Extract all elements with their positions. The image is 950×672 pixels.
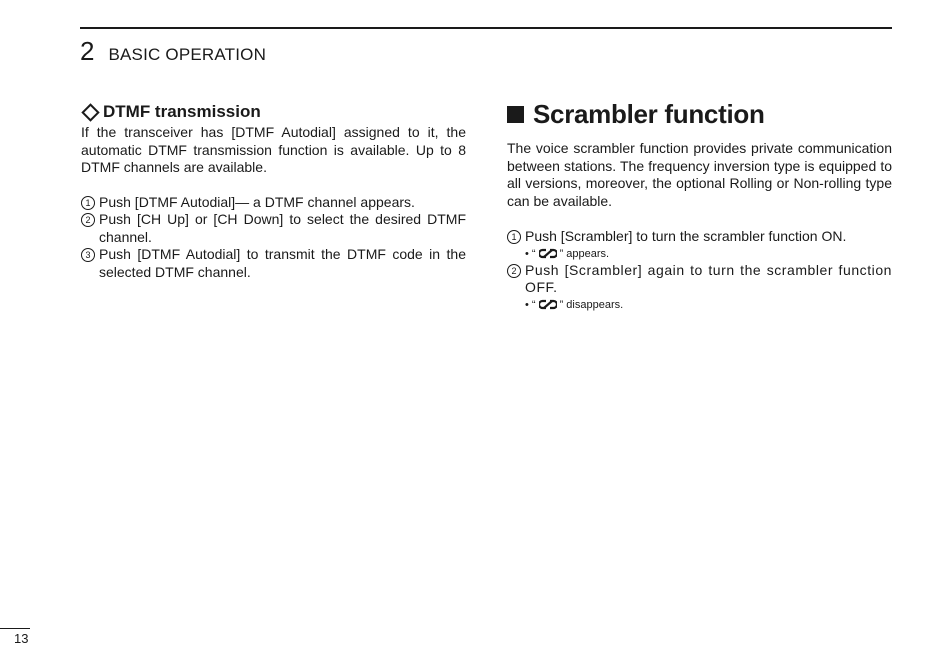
diamond-icon — [81, 103, 99, 121]
scramble-icon — [539, 248, 557, 259]
dtmf-step-1 — [81, 194, 466, 212]
scramble-icon — [539, 299, 557, 310]
dtmf-heading-text: DTMF transmission — [103, 102, 261, 121]
note-prefix: • “ — [525, 247, 536, 260]
scrambler-step-2-note — [525, 297, 892, 313]
note-suffix: ” appears. — [559, 247, 610, 260]
chapter-number: 2 — [80, 36, 95, 66]
step-number-3: 3 — [81, 248, 95, 262]
dtmf-step-3 — [81, 246, 466, 281]
scrambler-step-1-text: Push [Scrambler] to turn the scrambler function ON. — [525, 228, 847, 244]
step-number-2: 2 — [81, 213, 95, 227]
dtmf-step-3-text: Push [DTMF Autodial] to transmit the DTMF code in the selected DTMF channel. — [99, 246, 466, 280]
scrambler-heading-text: Scrambler function — [533, 99, 765, 129]
dtmf-heading — [81, 101, 466, 123]
scrambler-step-2-text: Push [Scrambler] again to turn the scrambler function OFF. — [525, 261, 892, 295]
step-number-2: 2 — [507, 264, 521, 278]
header-rule — [80, 27, 892, 29]
scrambler-section — [507, 96, 892, 313]
dtmf-step-2-text: Push [CH Up] or [CH Down] to select the desired DTMF channel. — [99, 211, 466, 245]
scrambler-steps — [507, 228, 892, 313]
scrambler-step-2 — [507, 262, 892, 313]
page-number: 13 — [14, 631, 29, 646]
dtmf-step-2 — [81, 211, 466, 246]
dtmf-steps — [81, 194, 466, 282]
chapter-title: BASIC OPERATION — [108, 45, 267, 64]
dtmf-step-1-text: Push [DTMF Autodial]— a DTMF channel appears. — [99, 193, 415, 210]
chapter-header — [80, 36, 266, 66]
scrambler-step-1 — [507, 228, 892, 262]
square-icon — [507, 106, 524, 123]
dtmf-section — [81, 101, 466, 281]
step-number-1: 1 — [81, 196, 95, 210]
dtmf-intro: If the transceiver has [DTMF Autodial] assigned to it, the automatic DTMF transmission function is available. Up to 8 DTMF channels are available. — [81, 124, 466, 175]
note-prefix: • “ — [525, 298, 536, 311]
scrambler-step-1-note — [525, 246, 892, 262]
note-suffix: ” disappears. — [559, 298, 624, 311]
scrambler-heading — [507, 96, 892, 132]
page-number-rule — [0, 628, 30, 629]
scrambler-intro: The voice scrambler function provides private communication between stations. The frequency inversion type is equipped to all versions, moreover, the optional Rolling or Non-rolling type can be available. — [507, 140, 892, 209]
step-number-1: 1 — [507, 230, 521, 244]
